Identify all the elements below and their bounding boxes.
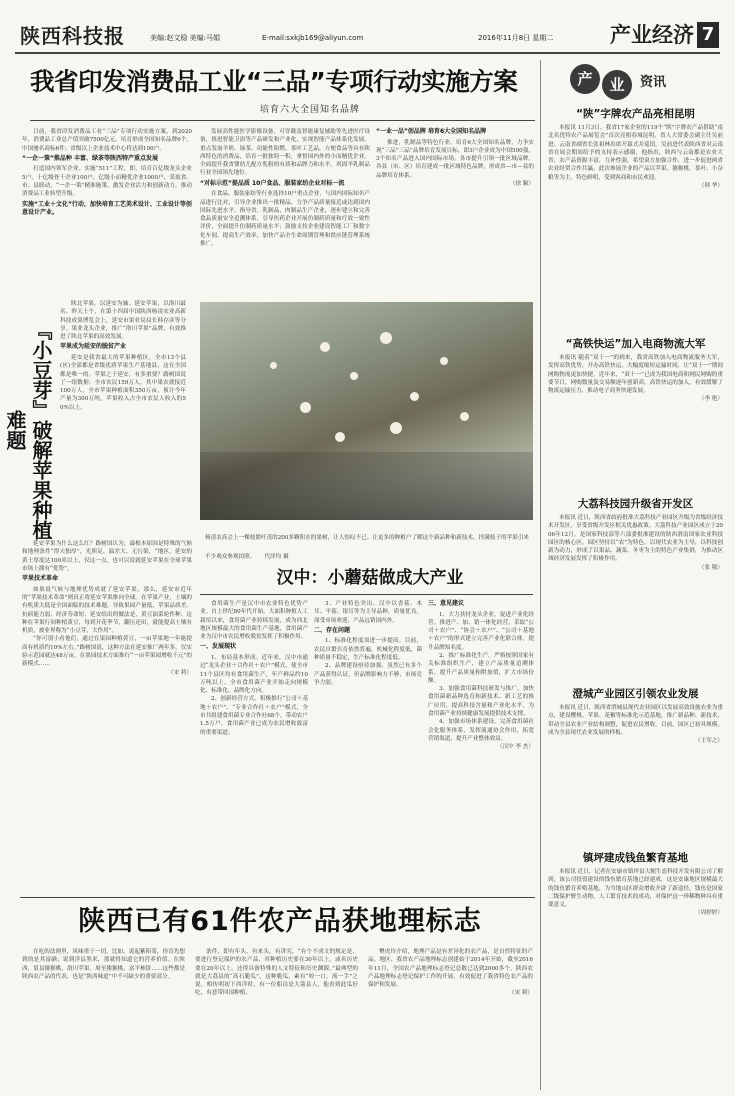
byline: （张 敬） (698, 564, 723, 571)
masthead-email: E-mail:sxkjb169@aliyun.com (262, 34, 364, 42)
paragraph: 延安是我省最大的苹果种植区，全市13个县(区)全部都是省级优质苹果生产基地县，这在全国都是唯一的。苹果之于延安，有多重要？路树国说了一组数据：全市农民159万人，其中果农就接近100万人。全市苹果种植面积350万亩，预计今年产量为300万吨，苹果收入占全市农民人收入的50%以上。 (60, 354, 186, 411)
news-body: 本报讯 11月3日，我省17家企业的119个“陕”字牌农产品借助“南北名优特农产品展览会”首次亮相春城昆明。省人大常委会副主任吴前进、云南省副省长张祖林出席开幕式并巡馆。吴前进代表陕西省对云南省在展会期间给予的支持表示感谢，他指出，陕西与云南都是农业大省，农产品资源丰富，互补性强，希望双方加强合作，进一步促进两省农业经贸合作共赢。此次参展企业的产品以苹果、猕猴桃、茶叶、小杂粮等为主，特色鲜明，受到客商和市民欢迎。 (548, 125, 723, 181)
hanzhong-col1 (200, 600, 308, 892)
paragraph: 3、产业特色突出。汉中以香菇、木耳、平菇、银耳等为主导品种，质量优良，深受市场欢迎，产品远销国内外。 (314, 601, 422, 624)
paragraph: 推进，乳制品等特色行业，培育6大全国知名品牌，力争实现“三品”三品”品牌培育发展目标，即3户企业成为中国500强，3个知名产品进入国内国际市场。各市提升引领一批区域品牌，各县（市、区）培育建成一批区域特色品牌，形成省—市—县的品牌培育体系。 (376, 139, 534, 179)
bottom-col2 (195, 948, 358, 1088)
subheading: 苹果技术革命 (22, 575, 59, 583)
news-item-3 (548, 496, 723, 666)
main-article-col2 (200, 128, 370, 298)
hanzhong-rule (200, 594, 533, 595)
paragraph: 食用菌生产是汉中市农业特色优势产业。自上世纪80年代开始，大面积种植人工栽培以来，食用菌产业持续发展，成为西北地区规模最大的食用菌生产基地，食用菌产业为汉中市农民增收脱贫发挥了积极作用。 (200, 601, 308, 641)
paragraph: 1、布局基本形成。近年来，汉中市通过“龙头企业＋合作社＋农户”模式，使全市11个县区均有食用菌生产，年产鲜品约10万吨以上。全市食用菌产业开始走向规模化、标准化、品牌化方向。 (200, 654, 308, 695)
news-body: 本报讯 近日，记者在安康市镇坪县大鲵生态科技开发有限公司了解到，该公司投资建设的钱鱼繁育基地已经建成，这是安康地区规模最大的钱鱼繁育养殖基地，为当地山区群众增收开辟了新途径。钱鱼是国家二级保护野生动物，人工繁育技术的成功，对保护这一珍稀物种具有重要意义。 (548, 869, 723, 909)
news-item-1 (548, 106, 723, 336)
main-article-col1 (22, 128, 192, 290)
newspaper-logo: 陕西科技报 (20, 24, 125, 48)
tag-circle-1: 产 (570, 64, 600, 94)
news-title: 大荔科技园升级省开发区 (577, 498, 694, 510)
news-title: 澄城产业园区引领农业发展 (572, 688, 699, 700)
bottom-col1 (22, 948, 185, 1088)
bottom-col3 (368, 948, 533, 1088)
paragraph: 3、加强食用菌科技研发与推广，加快食用菌新品种选育和新技术、新工艺的推广应用，提高科技含量和产业化水平，为食用菌产业持续健康发展提供技术支撑。 (428, 686, 534, 718)
main-subhead: 培育六大全国知名品牌 (259, 105, 360, 115)
caption-credit: 代泽均 摄 (264, 554, 289, 560)
byline: （周婷婷） (695, 910, 723, 917)
paragraph: 陕北苹果，以延安为轴。延安苹果，以洛川最名。昨天上午，在第十四届中国陕西杨凌农业高新科技成果博览会上，延安市果业局局长韩存彦等分享。果业龙头企业，推广“洛川苹果”品牌，有效推进了陕北苹果的高效发展。 (60, 301, 186, 341)
byline: （徐 颖） (509, 180, 534, 187)
main-article-col3 (376, 128, 534, 298)
paragraph: 2、推广标准化生产。严格按照国家有关标准组织生产，建立产品质量追溯体系，提升产品质量和附加值，扩大市场份额。 (428, 652, 534, 684)
news-item-4 (548, 686, 723, 836)
caption-text: 杨凌农高会上一棵枝繁叶茂的200多颗积水的果树，让人惊叹不已。让更多的种植户了解这个新品种和新技术，挂满枝子的苹果引来不少观众参观拍照。 (205, 535, 529, 560)
news-item-5 (548, 850, 723, 1090)
bottom-headline: 陕西已有61件农产品获地理标志 (78, 906, 482, 937)
masthead-editors: 美编:赵文稳 美编:马娟 (150, 34, 220, 42)
paragraph: 延安苹果为什么这么红？路树国认为，最根本原因是特殊的气候和地理条件“得天独厚”，光照足、温差大、无污染，“地区，延安的黄土厚度达100米以上，仅这一点，也可以说就延安苹果在全球苹果市场上拥有“优势”。 (22, 541, 192, 572)
section-title: 产业经济 (610, 23, 694, 47)
masthead-rule (15, 52, 720, 54)
news-body: 本报讯 近日，陕西省澄城县现代农业园区以发展高效设施农业为重点，建设樱桃、苹果、花椒等标准化示范基地，推广新品种、新技术，带动全县农业产业结构调整，促进农民增收。目前，园区已初具规模，成为全县现代农业发展的样板。 (548, 705, 723, 736)
page-number: 7 (697, 22, 719, 48)
paragraph: 在吃的法则里，风味重于一切。比如，说起紫阳茶，你首先想到的是其富硒；说到洋县黑米，那就得知道它的营养价值。在陕西，眉县猕猴桃、洛川苹果、周至猕猴桃、富平柿饼……这些都是陕西农产品的代表，也是“陕西味道”中不可缺少的重要部分。 (22, 949, 185, 980)
paragraph: 1、大力扶持龙头企业，促进产业化经营。推进产、加、销一体化经营，采取“公司＋农户”、“协会＋农户”、“公司＋基地＋农户”的形式建立完善产业化联合体，提升品牌知名度。 (428, 611, 534, 651)
paragraph: 条件，即有年头，有来头，有讲究，“有个不成文的规定是，要进行登记保护的农产品，其种植历史要在30年以上，或名历史要在20年以上，还得具备特殊的人文特征和历史渊源。”最典型的就是大荔县的“高石脆瓜”，这种脆瓜，素有“咬一口，流一手”之说。相传明初下西洋时，有一位船员是大荔县人，他看到此瓜好吃，有意带回国种植。 (195, 949, 358, 997)
subheading: “一业一品”创品牌 培育6大全国知名品牌 (376, 128, 487, 135)
subheading: 一、发展现状 (200, 643, 237, 651)
news-title: 镇坪建成钱鱼繁育基地 (583, 852, 688, 864)
byline: （宋 莉） (167, 669, 192, 676)
tag-circle-2: 业 (602, 70, 632, 100)
xiaodouya-body-bottom (22, 540, 192, 892)
subheading: 三、意见建议 (428, 600, 465, 607)
paragraph: 2、品牌建设亟待加强。虽然已有多个产品获得认证，但品牌影响力不够，市场竞争力弱。 (314, 663, 422, 686)
paragraph: 1、标准化程度需进一步提高。目前，农民自繁自育依然普遍，机械化程度低，菌种质量不稳定，生产标准化程度低。 (314, 638, 422, 661)
byline: （李 艳） (698, 396, 723, 403)
byline: （韩 华） (698, 183, 723, 190)
headline-rule (30, 120, 535, 121)
subheading: “一企一策”推品种 丰富、绿茶等陕西特产重点发展 (22, 154, 158, 162)
hanzhong-headline: 汉中：小蘑菇做成大产业 (276, 568, 464, 588)
paragraph: 2、创新经营方式。积极推行“公司＋基地＋农户”、“专业合作社＋农户”模式，全市共组建食用菌专业合作社68个，带动农户1.5万户，食用菌产业已成为农民增收致富的重要渠道。 (200, 696, 308, 736)
photo-caption (205, 524, 530, 560)
news-title: “陕”字牌农产品亮相昆明 (576, 108, 695, 120)
hanzhong-col2 (314, 600, 422, 892)
subheading: 二、存在问题 (314, 626, 351, 634)
subheading: 苹果成为延安的脱贫产业 (60, 343, 127, 351)
paragraph: 樊虎玲介绍，地理产品是有差异化的农产品，是自然特征的产品。地区、我省农产品地理标志创建始于2014年开始，截至2016年11月，全国农产品地理标志登记总数已达到2000多个。陕西农产品地理标志登记保护工作的开展，有效促进了我省特色农产品的保护和发展。 (368, 949, 533, 989)
byline: （宋 莉） (508, 990, 533, 997)
subheading: “对标示范”提品质 10户食品、服装家纺企业对标一流 (200, 179, 345, 187)
subheading: 实施“工业＋文化”行动，加快培育工艺美术设计、工业设计等创意设计产业。 (22, 200, 192, 217)
xiaodouya-body-top (60, 300, 186, 540)
paragraph: 如果说气候与地理优势成就了延安苹果，那么，延安市近年的“苹果技术革命”则真正将延安苹果推向全球。在苹果产业，土壤的有机质大低是全国面临的技术难题。导致果园产量低，苹果品质差、抗病能力弱、经济寿命短、延安给出的做法是，黄豆油菜轮作种、这种在苹果行间种植黄豆，每到开花季节，翻压还田，就能提高土壤有机质，被业界称为“小豆芽，大作用”。 (22, 586, 192, 635)
tag-label: 资讯 (640, 75, 667, 90)
masthead-date: 2016年11月8日 星期二 (478, 34, 554, 42)
news-body: 本报讯 近日，陕西省政府批准大荔科技产业园区升级为省级经济技术开发区，享受省级开发区相关优惠政策。大荔科技产业园区成立于2006年12月，是国家科技部等六部委批准建设的陕西渭南国家农业科技园区的核心区。园区坚持以“农”为特色，以现代农业为主导，以科技创新为动力，形成了以果品、蔬菜、冬枣为主的特色产业集群，为推动区域经济发展发挥了积极作用。 (548, 515, 723, 563)
industry-news-tag (560, 60, 710, 104)
paragraph: 日前，我省印发消费品工业“三品”专项行动实施方案，到2020年，消费品工业总产值突破7500亿元，培育形成全国知名品牌6个，中国驰名商标6件；省级以上企业技术中心将达到100户。 (22, 129, 192, 152)
paragraph: 4、加强市场体系建设。完善食用菌社会化服务体系，发挥流通协会作用，拓宽营销渠道，提升产业整体效益。 (428, 719, 534, 742)
masthead (0, 0, 735, 58)
byline: （王军之） (695, 738, 723, 745)
xiaodouya-headline: 『小豆芽』破解苹果种植难题 (3, 320, 53, 540)
right-column-divider (540, 60, 541, 1090)
paragraph: 发展高性能医学影像设备，可穿戴及智能康复辅助等先进医疗设备，推进智能卫浴等产品研发和产业化，实现智能产品体系化发展。重点发展羊奶、绿茶、功能性阻燃、茶叶工艺品，方便食品等具有陕西特色的消费品，培育一批独特一积，拿督国内外的小而精优企业。全面提升我省婴幼儿配方乳粉的有质和品牌力和水平，巩固羊乳制品行业全国领先地位。 (200, 129, 370, 177)
main-headline: 我省印发消费品工业“三品”专项行动实施方案 (30, 67, 518, 96)
paragraph: “你可别小看他们，通过在果园种植黄豆，一亩苹果地一年能提高有机质约10%左右。”路树国说，这种方法在延安推广两年多，仅实验示范园就达48万亩，在果园技术方面推行“一亩苹果园增收千元”的新模式…… (22, 636, 192, 668)
apple-tree-photo (200, 302, 533, 520)
news-title: “高铁快运”加入电商物流大军 (565, 338, 706, 350)
hanzhong-col3 (428, 600, 534, 892)
byline: （汉中 李 杰） (496, 744, 534, 751)
paragraph: 打造国内领军企业。实施“511”工程，即，培育百亿级龙头企业5户、十亿级骨干企业100户，亿级小而精优企业1000户，采取省、市、县联动，“一企一策”精准施策，激发企业活力和创新动力，推动消费品工业转型升级。 (22, 166, 192, 198)
news-item-2 (548, 336, 723, 486)
bottom-top-rule (20, 897, 535, 898)
news-body: 本报讯 随着“双十一”的到来，我省高铁加入电商物流服务大军，发挥高铁优势，开办高铁快运，大幅度缩短运输时间，让“双十一”期间网购物流更加快捷。近年来，“双十一”已成为我国电商和网民网购的重要节日，网购数量及交易额逐年创新高，高铁快运的加入，有效缓解了物流运输压力，推动电子商务快速发展。 (548, 355, 723, 395)
paragraph: 在食品、服装家纺等行业选择10户重点企业，与国内国际知名产品进行比对，引导企业推出一批精品，力争产品质量接近或达到国内国际先进水平。指导省、乳制品、肉制品生产企业，逐步建立和完善食品质量安全追溯体系，引导医药企业开展仿制药质量和疗效一致性评价，全面提升仿制药质量水平；鼓励支持企业建设智能工厂和数字化车间，提高生产效率，加快产品全生命周期管理和供应链管理系统推广。 (200, 191, 370, 248)
